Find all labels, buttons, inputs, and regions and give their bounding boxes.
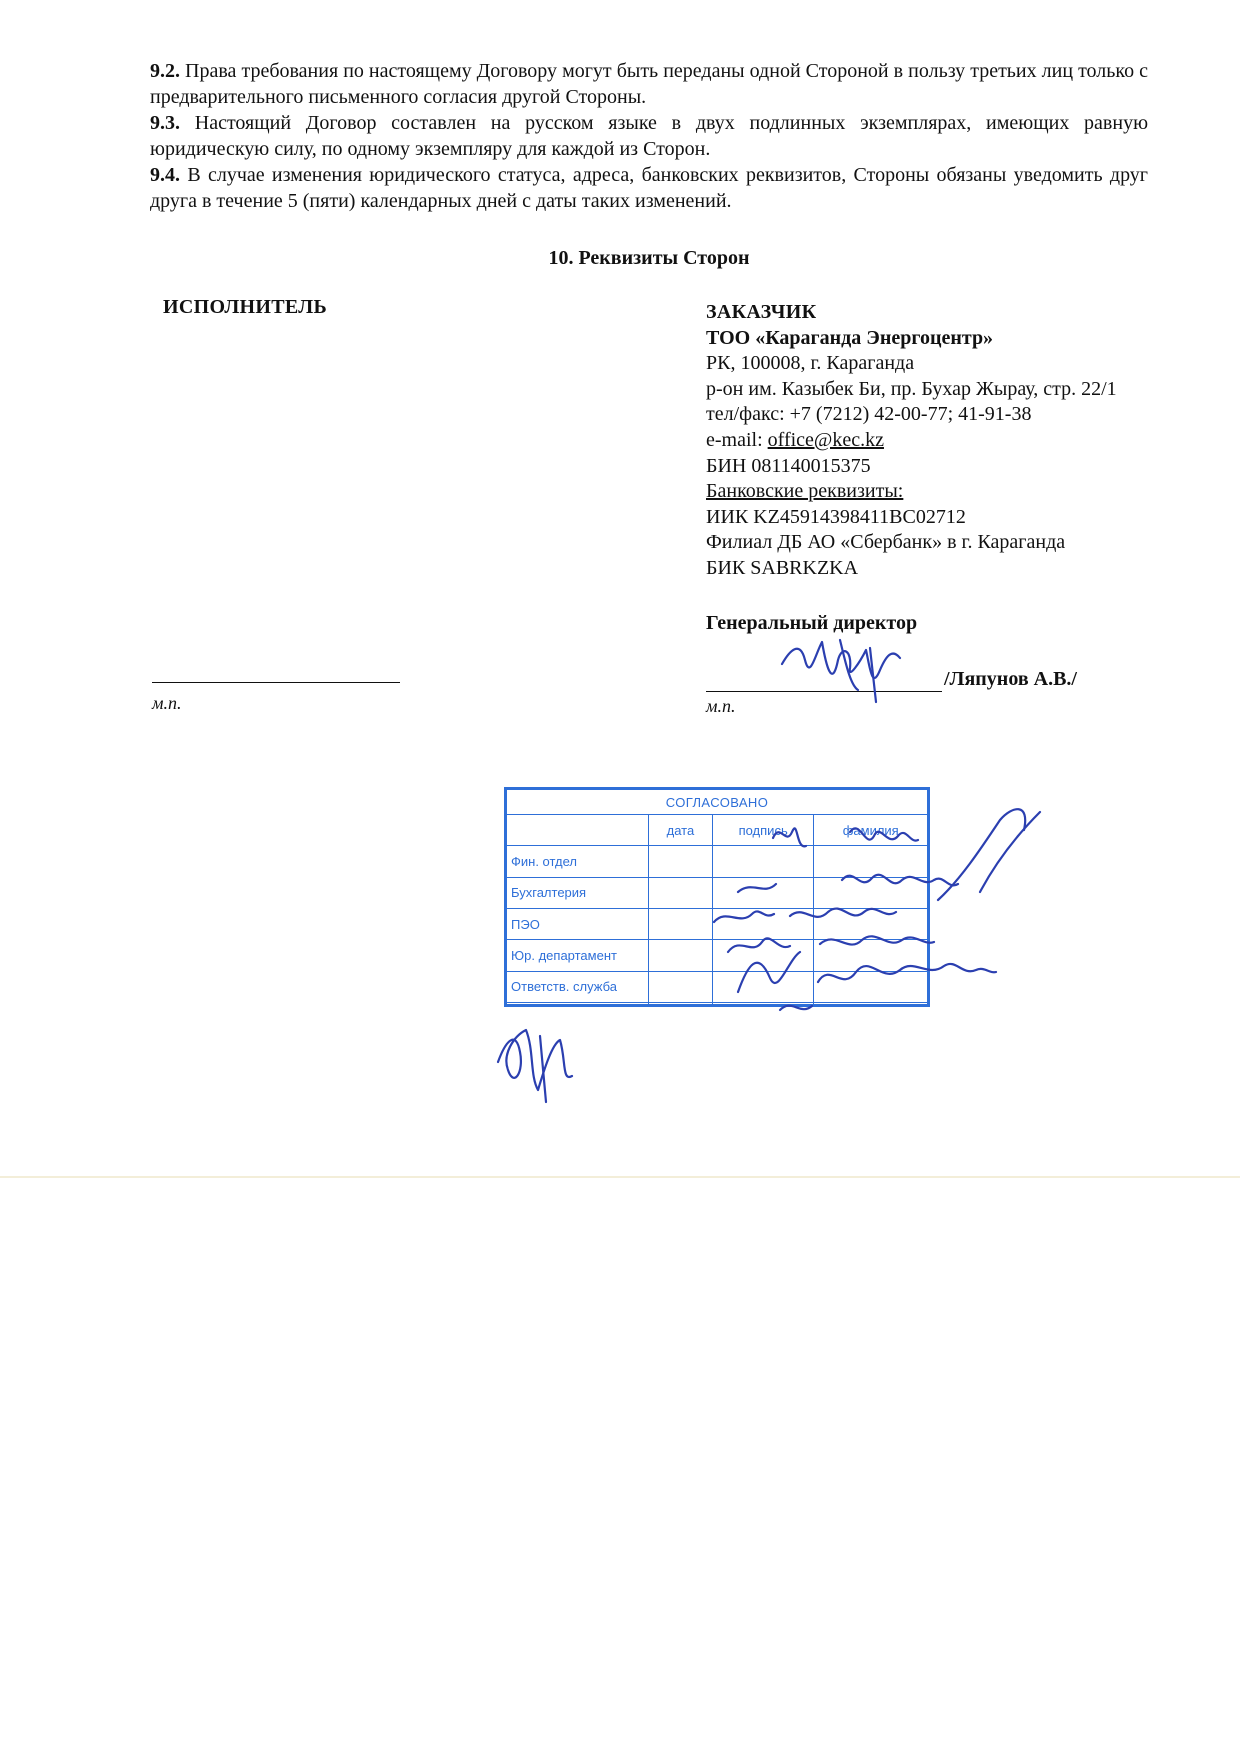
stamp-row-label: Фин. отдел (507, 846, 649, 877)
clause-text: В случае изменения юридического статуса, адреса, банковских реквизитов, Стороны обязаны уведомить друг друга в течение 5 (пяти) календарных дней с даты таких изменений. (150, 164, 1149, 212)
customer-title: ЗАКАЗЧИК (706, 301, 817, 323)
customer-seal-place: м.п. (706, 696, 736, 716)
page-fold-line (0, 1176, 1240, 1178)
customer-bin: БИН 081140015375 (706, 454, 871, 477)
director-title: Генеральный директор (706, 612, 918, 634)
stamp-row (507, 940, 928, 971)
executor-title: ИСПОЛНИТЕЛЬ (163, 296, 327, 318)
clause-9-3 (150, 110, 1148, 162)
stamp-row (507, 846, 928, 877)
customer-phone: тел/факс: +7 (7212) 42-00-77; 41-91-38 (706, 403, 1032, 426)
signer-name: /Ляпунов А.В./ (944, 668, 1077, 690)
executor-signature (498, 1030, 572, 1102)
bank-details-label: Банковские реквизиты: (706, 480, 904, 503)
stamp-header-empty (507, 815, 649, 846)
clause-9-4 (150, 162, 1148, 214)
executor-signature-line (152, 682, 400, 683)
stamp-col-date: дата (649, 815, 713, 846)
customer-address-line2: р-он им. Казыбек Би, пр. Бухар Жырау, стр. 22/1 (706, 377, 1117, 400)
stamp-col-signature: подпись (712, 815, 814, 846)
clause-number: 9.2. (150, 60, 180, 82)
customer-bik: БИК SABRKZKA (706, 556, 859, 579)
stamp-row-label: Юр. департамент (507, 940, 649, 971)
stamp-row (507, 971, 928, 1002)
executor-seal-place: м.п. (152, 693, 182, 713)
customer-org: ТОО «Караганда Энергоцентр» (706, 326, 994, 349)
approval-stamp (504, 787, 930, 1007)
stamp-row (507, 908, 928, 939)
clause-number: 9.4. (150, 164, 180, 186)
contract-clauses (150, 58, 1148, 214)
clause-text: Настоящий Договор составлен на русском языке в двух подлинных экземплярах, имеющих равную юридическую силу, по одному экземпляру для каждой из Сторон. (150, 112, 1149, 160)
stamp-row (507, 877, 928, 908)
stamp-col-surname: фамилия (814, 815, 928, 846)
director-signature (782, 640, 900, 702)
stamp-row-label: Ответств. служба (507, 971, 649, 1002)
email-link[interactable]: office@kec.kz (767, 428, 884, 451)
executor-block (163, 296, 523, 319)
section-title: 10. Реквизиты Сторон (548, 247, 750, 269)
clause-text: Права требования по настоящему Договору могут быть переданы одной Стороной в пользу третьих лиц только с предварительного письменного согласия другой Стороны. (150, 60, 1149, 108)
customer-iik: ИИК KZ45914398411BC02712 (706, 505, 966, 528)
stamp-row-label: ПЭО (507, 908, 649, 939)
clause-number: 9.3. (150, 112, 180, 134)
clause-9-2 (150, 58, 1148, 110)
customer-address-line1: РК, 100008, г. Караганда (706, 352, 915, 375)
stamp-row (507, 1002, 928, 1004)
approval-stamp-title: СОГЛАСОВАНО (507, 790, 928, 815)
customer-signature-line (706, 691, 942, 692)
email-label: e-mail: (706, 428, 768, 451)
customer-bank: Филиал ДБ АО «Сбербанк» в г. Караганда (706, 531, 1066, 554)
stamp-row-label: Бухгалтерия (507, 877, 649, 908)
customer-email-line (706, 428, 1186, 454)
customer-block (706, 300, 1186, 582)
